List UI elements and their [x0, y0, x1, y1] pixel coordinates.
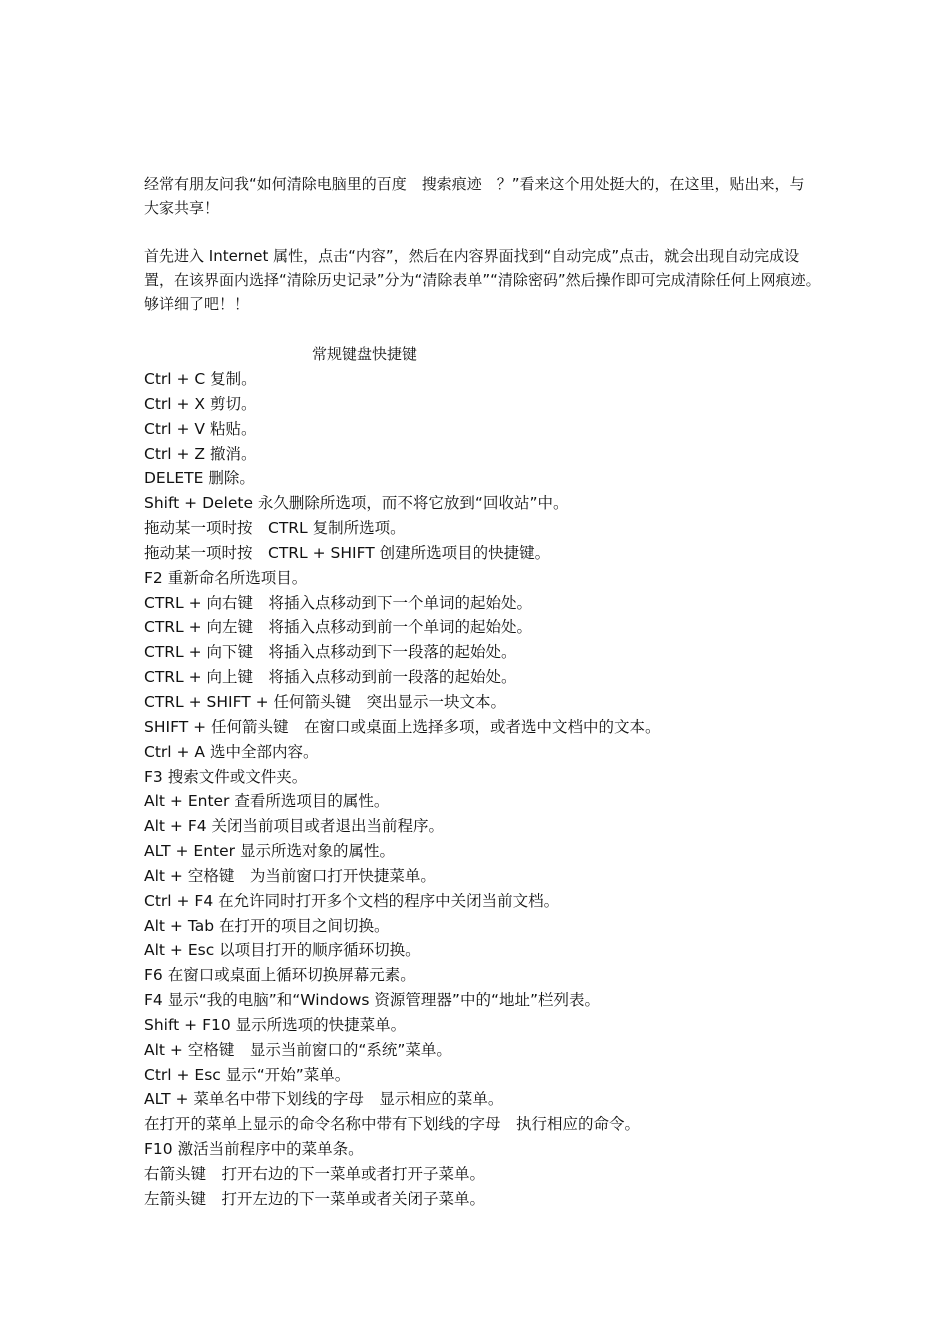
shortcut-item: Ctrl + V 粘贴。: [144, 419, 257, 438]
shortcut-item: CTRL + 向上键 将插入点移动到前一段落的起始处。: [144, 668, 517, 687]
shortcut-item: SHIFT + 任何箭头键 在窗口或桌面上选择多项，或者选中文档中的文本。: [144, 717, 661, 736]
shortcut-item: F6 在窗口或桌面上循环切换屏幕元素。: [144, 966, 416, 985]
shortcut-item: Ctrl + Esc 显示“开始”菜单。: [144, 1065, 351, 1084]
section-title: 常规键盘快捷键: [312, 345, 418, 363]
intro-paragraph: 经常有朋友问我“如何清除电脑里的百度 搜索痕迹 ？”看来这个用处挺大的，在这里，贴出来，与大家共享！: [144, 175, 805, 217]
shortcut-item: DELETE 删除。: [144, 469, 255, 488]
shortcut-item: Alt + 空格键 为当前窗口打开快捷菜单。: [144, 866, 436, 885]
shortcut-item: F2 重新命名所选项目。: [144, 568, 308, 587]
shortcut-item: 在打开的菜单上显示的命令名称中带有下划线的字母 执行相应的命令。: [144, 1115, 641, 1134]
shortcut-item: F3 搜索文件或文件夹。: [144, 767, 308, 786]
shortcut-item: Ctrl + F4 在允许同时打开多个文档的程序中关闭当前文档。: [144, 891, 560, 910]
shortcut-item: Alt + Tab 在打开的项目之间切换。: [144, 916, 390, 935]
shortcut-item: CTRL + 向右键 将插入点移动到下一个单词的起始处。: [144, 593, 533, 612]
shortcut-item: CTRL + 向左键 将插入点移动到前一个单词的起始处。: [144, 618, 533, 637]
shortcut-item: F10 激活当前程序中的菜单条。: [144, 1140, 364, 1159]
shortcut-item: 右箭头键 打开右边的下一菜单或者打开子菜单。: [144, 1165, 486, 1183]
instructions-paragraph: 首先进入 Internet 属性，点击“内容”，然后在内容界面找到“自动完成”点击，就会出现自动完成设置，在该界面内选择“清除历史记录”分为“清除表单”“清除密码”然后操作即可完成清除任何上网痕迹。 够详细了吧！！: [144, 247, 829, 313]
shortcut-item: Alt + Esc 以项目打开的顺序循环切换。: [144, 941, 421, 960]
document-body: [144, 172, 829, 1212]
shortcut-item: F4 显示“我的电脑”和“Windows 资源管理器”中的“地址”栏列表。: [144, 991, 601, 1010]
shortcut-item: Alt + F4 关闭当前项目或者退出当前程序。: [144, 817, 445, 836]
shortcut-item: CTRL + SHIFT + 任何箭头键 突出显示一块文本。: [144, 692, 507, 711]
shortcut-item: CTRL + 向下键 将插入点移动到下一段落的起始处。: [144, 643, 517, 662]
shortcut-item: Shift + Delete 永久删除所选项，而不将它放到“回收站”中。: [144, 494, 569, 513]
shortcut-item: Shift + F10 显示所选项的快捷菜单。: [144, 1015, 407, 1034]
shortcut-item: 左箭头键 打开左边的下一菜单或者关闭子菜单。: [144, 1189, 486, 1208]
shortcut-item: Ctrl + Z 撤消。: [144, 444, 257, 463]
shortcut-item: Ctrl + X 剪切。: [144, 394, 257, 413]
shortcut-item: Alt + 空格键 显示当前窗口的“系统”菜单。: [144, 1040, 452, 1059]
shortcut-item: Alt + Enter 查看所选项目的属性。: [144, 792, 390, 811]
shortcut-item: ALT + 菜单名中带下划线的字母 显示相应的菜单。: [144, 1090, 504, 1109]
paragraph-spacer: [144, 220, 814, 244]
shortcut-item: 拖动某一项时按 CTRL + SHIFT 创建所选项目的快捷键。: [144, 543, 551, 562]
shortcut-item: 拖动某一项时按 CTRL 复制所选项。: [144, 519, 406, 538]
shortcut-item: ALT + Enter 显示所选对象的属性。: [144, 842, 395, 861]
shortcut-list: [144, 367, 814, 1212]
shortcut-item: Ctrl + A 选中全部内容。: [144, 742, 319, 761]
shortcut-item: Ctrl + C 复制。: [144, 370, 257, 388]
